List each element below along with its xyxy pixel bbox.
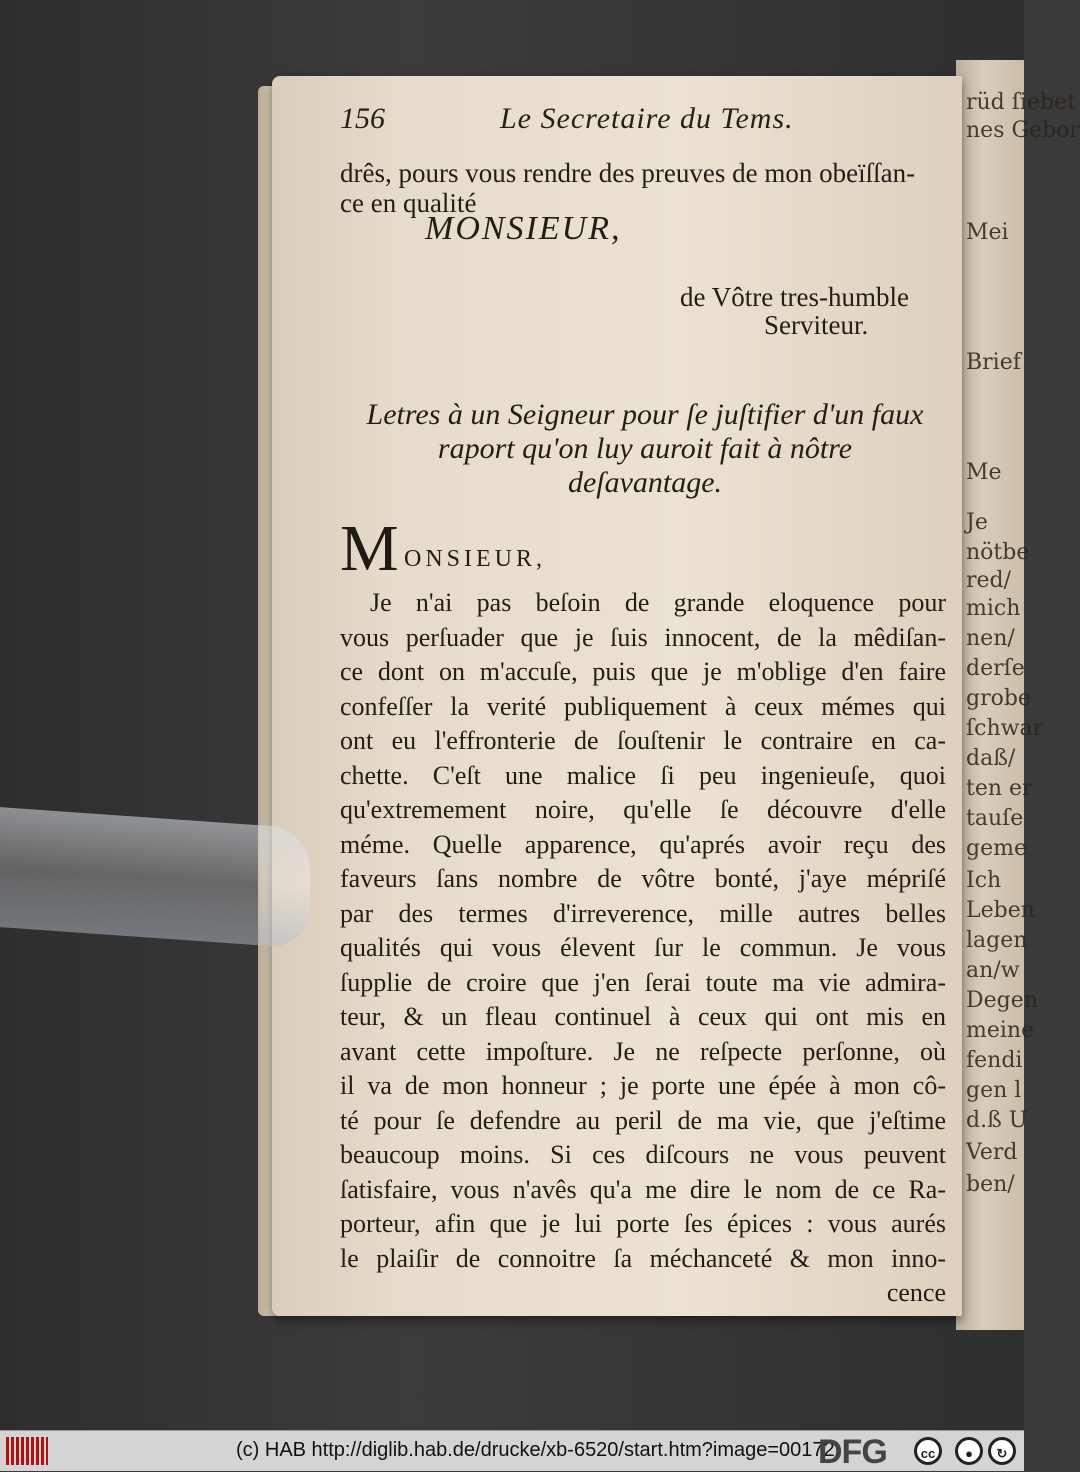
closing-address: MONSIEUR, xyxy=(425,210,622,247)
body-line: il va de mon honneur ; je porte une épée à mon cô- xyxy=(340,1071,946,1100)
cc-by-icon[interactable]: ● xyxy=(955,1437,983,1465)
facing-page-text: Leben xyxy=(966,898,1035,923)
facing-page-text: fendi xyxy=(966,1048,1023,1073)
facing-page-text: Mei xyxy=(966,220,1009,245)
facing-page-text: daß/ xyxy=(966,746,1016,771)
facing-page-text: an/w xyxy=(966,958,1020,983)
cc-sa-icon[interactable]: ↻ xyxy=(988,1437,1016,1465)
facing-page-text: ben/ xyxy=(966,1172,1015,1197)
text-line: drês, pours vous rendre des preuves de mon obeïſſan- xyxy=(340,158,916,188)
body-line: qu'extremement noire, qu'elle ſe découvre d'elle xyxy=(340,795,946,824)
body-line: ce dont on m'accuſe, puis que je m'oblige d'en faire xyxy=(340,657,946,686)
body-line: confeſſer la verité publiquement à ceux mémes qui xyxy=(340,691,946,721)
letter-body xyxy=(340,586,946,1311)
facing-page-text: rüd ſiebet xyxy=(966,90,1076,115)
footer-bar xyxy=(0,1430,1024,1471)
library-barcode-icon xyxy=(6,1437,48,1465)
body-line: le plaiſir de connoitre ſa méchanceté & mon inno- xyxy=(340,1243,946,1273)
body-line: ſatisfaire, vous n'avês qu'a me dire le nom de ce Ra- xyxy=(340,1174,946,1204)
facing-page-text: Degen xyxy=(966,988,1038,1013)
body-line: chette. C'eſt une malice ſi peu ingenieuſe, quoi xyxy=(340,760,946,790)
facing-page-text: grobe xyxy=(966,686,1031,711)
credit-link[interactable]: (c) HAB http://diglib.hab.de/drucke/xb-6520/start.htm?image=00172 xyxy=(236,1439,835,1461)
page-number: 156 xyxy=(340,102,385,135)
page-holder-clip xyxy=(0,807,310,949)
letter-title-line: Letres à un Seigneur pour ſe juſtifier d'un faux xyxy=(366,398,924,431)
drop-cap: M xyxy=(340,512,399,585)
facing-page-text: nötbe xyxy=(966,540,1030,565)
facing-page-text: tauſe xyxy=(966,806,1024,831)
facing-page-text: nes Gebor xyxy=(966,118,1080,143)
facing-page-text: red/ xyxy=(966,568,1012,593)
facing-page-text: ſchwar xyxy=(966,716,1044,741)
facing-page-text: meine xyxy=(966,1018,1035,1043)
facing-page-text: ten er xyxy=(966,776,1033,801)
facing-page-text: gen l xyxy=(966,1078,1022,1103)
body-line: faveurs ſans nombre de vôtre bonté, j'aye mépriſé xyxy=(340,864,946,893)
dfg-logo: DFG xyxy=(818,1433,887,1471)
body-line: par des termes d'irreverence, mille autres belles xyxy=(340,898,946,928)
body-line: ſupplie de croire que j'en ſerai toute ma vie admira- xyxy=(340,967,946,997)
facing-page-text: derſe xyxy=(966,656,1025,681)
page-header xyxy=(340,102,820,138)
body-line: ont eu l'effronterie de ſouſtenir le contraire en ca- xyxy=(340,726,946,755)
salutation: ONSIEUR, xyxy=(404,546,547,572)
body-line: cence xyxy=(886,1278,946,1307)
facing-page-text: Ich xyxy=(966,868,1002,893)
body-line: teur, & un fleau continuel à ceux qui ont mis en xyxy=(340,1002,946,1031)
facing-page-text: nen/ xyxy=(966,626,1015,651)
facing-page-text: lagen xyxy=(966,928,1028,953)
facing-page-text: geme xyxy=(966,836,1027,861)
body-line: avant cette impoſture. Je ne reſpecte perſonne, où xyxy=(340,1036,946,1066)
body-line: Je n'ai pas beſoin de grande eloquence pour xyxy=(370,588,946,617)
facing-page-text: mich xyxy=(966,596,1021,621)
body-line: porteur, afin que je lui porte ſes épices : vous aurés xyxy=(340,1209,946,1238)
letter-title xyxy=(340,398,950,500)
body-line: méme. Quelle apparence, qu'aprés avoir reçu des xyxy=(340,829,946,859)
letter-title-line: deſavantage. xyxy=(567,466,723,499)
body-line: té pour ſe defendre au peril de ma vie, que j'eſtime xyxy=(340,1105,946,1135)
body-line: qualités qui vous élevent ſur le commun. Je vous xyxy=(340,933,946,962)
facing-page-text: Me xyxy=(966,460,1002,485)
facing-page xyxy=(956,60,1080,1330)
body-line: beaucoup moins. Si ces diſcours ne vous peuvent xyxy=(340,1140,946,1169)
signature-line: Serviteur. xyxy=(764,310,869,340)
facing-page-text: d.ß U xyxy=(966,1108,1028,1133)
facing-page-text: Brief xyxy=(966,350,1021,375)
running-title: Le Secretaire du Tems. xyxy=(500,102,794,135)
facing-page-text: Je xyxy=(966,510,988,535)
letter-title-line: raport qu'on luy auroit fait à nôtre xyxy=(437,432,853,465)
facing-page-text: Verd xyxy=(966,1140,1018,1165)
body-line: vous perſuader que je ſuis innocent, de la mêdiſan- xyxy=(340,622,946,652)
cc-license-icon[interactable]: cc xyxy=(914,1437,942,1465)
signature-line: de Vôtre tres-humble xyxy=(680,282,909,312)
text-line: ce en qualité xyxy=(340,188,477,218)
